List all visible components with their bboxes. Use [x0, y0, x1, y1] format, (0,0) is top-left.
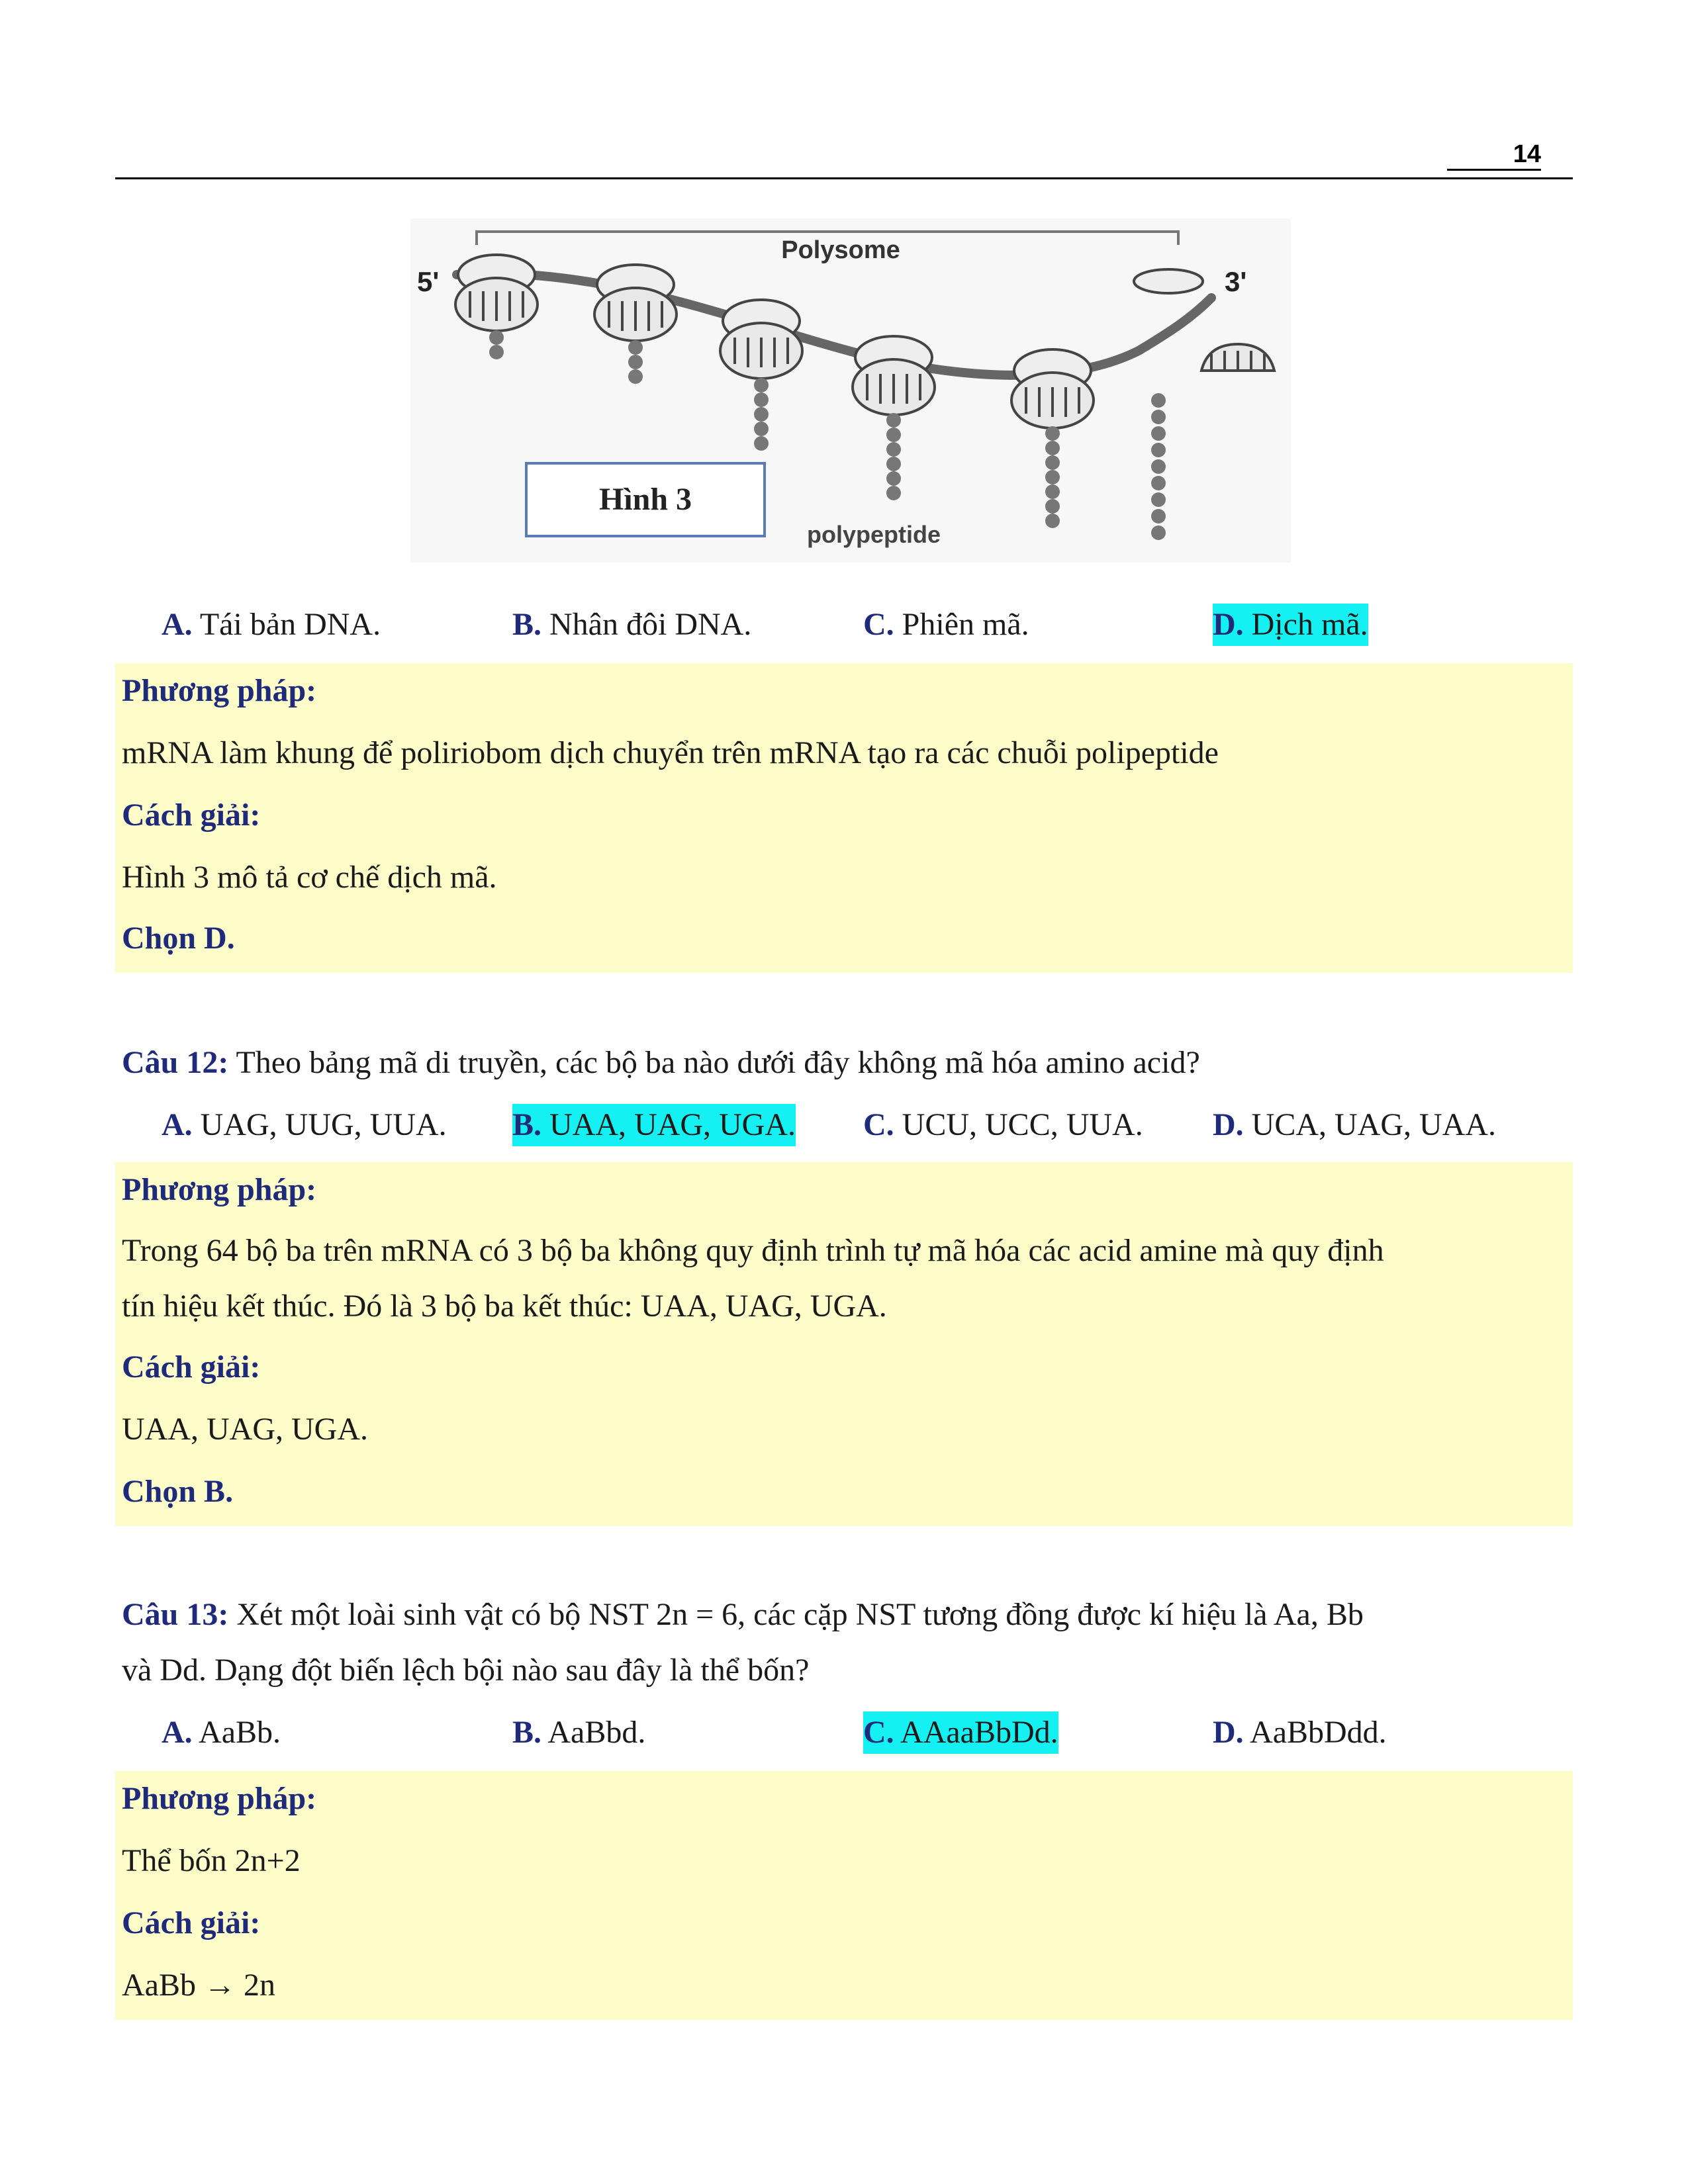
- page-number: 14: [1447, 140, 1541, 171]
- q13-option-b[interactable]: B. AaBbd.: [512, 1715, 646, 1750]
- q13-text-line1: Xét một loài sinh vật có bộ NST 2n = 6, các cặp NST tương đồng được kí hiệu là Aa, Bb: [228, 1597, 1364, 1632]
- polypeptide-label: polypeptide: [806, 521, 941, 548]
- q11-option-d[interactable]: D. Dịch mã.: [1213, 604, 1368, 646]
- q12-options: [115, 1104, 1573, 1146]
- q13-options: [115, 1711, 1573, 1754]
- q12-solution-text: UAA, UAG, UGA.: [122, 1412, 368, 1447]
- q12-method-line1: Trong 64 bộ ba trên mRNA có 3 bộ ba không quy định trình tự mã hóa các acid amine mà quy định: [122, 1233, 1384, 1268]
- q13-question: [122, 1587, 1565, 1643]
- q11-solution-label: Cách giải:: [122, 797, 261, 833]
- ribosome-2: [594, 265, 677, 341]
- q13-option-c[interactable]: C. AAaaBbDd.: [863, 1711, 1058, 1754]
- q11-solution-box: [115, 663, 1573, 973]
- polysome-figure: [410, 218, 1291, 563]
- q12-method-line2: tín hiệu kết thúc. Đó là 3 bộ ba kết thúc: UAA, UAG, UGA.: [122, 1289, 887, 1324]
- q13-option-d[interactable]: D. AaBbDdd.: [1213, 1715, 1387, 1750]
- q13-method-label: Phương pháp:: [122, 1781, 317, 1816]
- q11-method-text: mRNA làm khung để poliriobom dịch chuyển trên mRNA tạo ra các chuỗi polipeptide: [122, 735, 1219, 770]
- q13-solution-text: AaBb → 2n: [122, 1968, 275, 2003]
- polysome-diagram: [410, 218, 1291, 563]
- q12-solution-label: Cách giải:: [122, 1349, 261, 1385]
- q13-solution-label: Cách giải:: [122, 1905, 261, 1940]
- q12-option-a[interactable]: A. UAG, UUG, UUA.: [162, 1107, 447, 1142]
- page-header: [115, 130, 1573, 179]
- ribosome-1: [455, 255, 538, 331]
- q13-solution-box: [115, 1771, 1573, 2020]
- free-small-subunit: [1134, 269, 1203, 293]
- q12-text: Theo bảng mã di truyền, các bộ ba nào dưới đây không mã hóa amino acid?: [228, 1045, 1200, 1080]
- ribosome-3: [720, 300, 802, 379]
- q11-option-c[interactable]: C. Phiên mã.: [863, 607, 1029, 642]
- ribosome-4: [853, 336, 935, 415]
- q12-label: Câu 12:: [122, 1045, 229, 1080]
- q11-options: [115, 604, 1573, 646]
- q13-method-text: Thể bốn 2n+2: [122, 1843, 301, 1878]
- q11-method-label: Phương pháp:: [122, 673, 317, 708]
- ribosome-5: [1011, 349, 1094, 428]
- three-prime-label: 3': [1225, 266, 1247, 297]
- q12-solution-box: [115, 1162, 1573, 1526]
- q11-solution-text: Hình 3 mô tả cơ chế dịch mã.: [122, 860, 497, 895]
- polysome-title: Polysome: [781, 236, 900, 264]
- q12-method-label: Phương pháp:: [122, 1172, 317, 1207]
- figure-caption: Hình 3: [598, 482, 692, 517]
- five-prime-label: 5': [417, 266, 440, 297]
- q13-option-a[interactable]: A. AaBb.: [162, 1715, 281, 1750]
- q11-choose: Chọn D.: [122, 921, 235, 956]
- q11-option-b[interactable]: B. Nhân đôi DNA.: [512, 607, 752, 642]
- q12-option-d[interactable]: D. UCA, UAG, UAA.: [1213, 1107, 1496, 1142]
- q12-option-b[interactable]: B. UAA, UAG, UGA.: [512, 1104, 796, 1146]
- q13-text-line2: và Dd. Dạng đột biến lệch bội nào sau đây là thể bốn?: [122, 1653, 810, 1688]
- q13-label: Câu 13:: [122, 1597, 229, 1632]
- q12-option-c[interactable]: C. UCU, UCC, UUA.: [863, 1107, 1143, 1142]
- q13-question-cont: [122, 1643, 1565, 1698]
- q11-option-a[interactable]: A. Tái bản DNA.: [162, 607, 381, 642]
- q12-choose: Chọn B.: [122, 1474, 234, 1509]
- q12-question: [122, 1035, 1565, 1091]
